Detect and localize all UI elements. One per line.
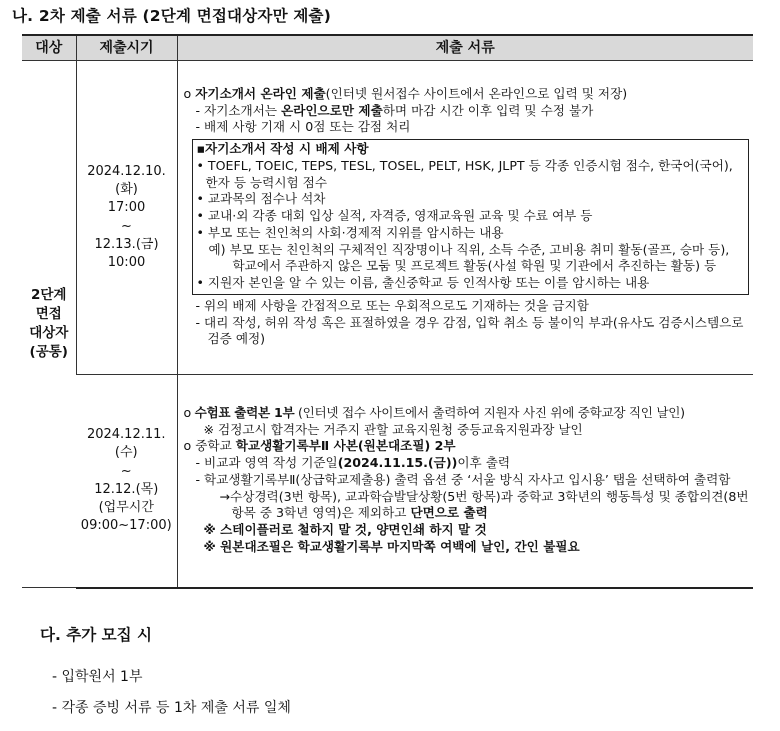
submission-table — [22, 34, 753, 589]
table-row — [22, 61, 753, 375]
header-documents: 제출 서류 — [177, 35, 753, 61]
admission-ticket-item: ο 수험표 출력본 1부 (인터넷 접수 사이트에서 출력하여 지원자 사진 위에 중학교장 직인 날인) — [183, 404, 685, 420]
target-line: 2단계 — [31, 287, 67, 304]
record-print-option-note: - 학교생활기록부Ⅱ(상급학교제출용) 출력 옵션 중 ‘서울 방식 자사고 입시용’ 탭을 선택하여 출력함 — [195, 471, 731, 487]
seal-warning: ※ 원본대조필은 학교생활기록부 마지막쪽 여백에 날인, 간인 불필요 — [203, 538, 580, 554]
ged-note: ※ 검정고시 합격자는 거주지 관할 교육지원청 중등교육지원과장 날인 — [203, 421, 583, 437]
note-plagiarism: - 대리 작성, 허위 작성 혹은 표절하였을 경우 감점, 입학 취소 등 불이익 부과(유사도 검증시스템으로 검증 예정) — [195, 314, 744, 347]
table-header-row — [22, 35, 753, 61]
documents-cell-2 — [177, 375, 753, 588]
period-line: 2024.12.11.(수) — [86, 427, 166, 461]
exclusion-title: ▪자기소개서 작성 시 배제 사항 — [196, 141, 369, 157]
header-period: 제출시기 — [76, 35, 177, 61]
exclusion-box — [192, 139, 750, 295]
period-line: 12.12.(목) — [94, 481, 159, 497]
period-line: 09:00~17:00) — [80, 518, 172, 534]
period-cell-1 — [76, 61, 177, 375]
target-line: 면접 — [35, 306, 62, 323]
school-record-item: ο 중학교 학교생활기록부Ⅱ 사본(원본대조필) 2부 — [183, 438, 456, 454]
period-line: (업무시간 — [98, 499, 154, 515]
period-cell-2 — [76, 375, 177, 588]
list-item: • 부모 또는 친인척의 사회·경제적 지위를 암시하는 내용 — [196, 224, 504, 240]
self-intro-desc: (인터넷 원서접수 사이트에서 온라인으로 입력 및 저장) — [325, 85, 628, 101]
period-line: 10:00 — [107, 254, 146, 270]
note-indirect: - 위의 배제 사항을 간접적으로 또는 우회적으로도 기재하는 것을 금지함 — [195, 297, 589, 313]
note-penalty: - 배제 사항 기재 시 0점 또는 감점 처리 — [195, 119, 411, 135]
circle-marker: ο — [183, 438, 192, 454]
section-title-na: 나. 2차 제출 서류 (2단계 면접대상자만 제출) — [12, 7, 331, 25]
period-line: 17:00 — [107, 200, 146, 216]
section-title-da: 다. 추가 모집 시 — [40, 626, 152, 644]
record-exclusion-note: →수상경력(3번 항목), 교과학습발달상황(5번 항목)과 중학교 3학년의 행동특성 및 종합의견(8번 항목 중 3학년 영역)은 제외하고 단면으로 출력 — [219, 488, 749, 521]
period-line: ~ — [120, 463, 132, 479]
list-item: • 교내·외 각종 대회 입상 실적, 자격증, 영재교육원 교육 및 수료 여부 등 — [196, 208, 593, 224]
list-item: • 교과목의 점수나 석차 — [196, 191, 326, 207]
circle-marker: ο — [183, 404, 191, 420]
target-line: 대상자 — [29, 325, 69, 341]
period-line: 12.13.(금) — [94, 236, 159, 252]
self-intro-title: 자기소개서 온라인 제출 — [195, 85, 326, 101]
note-online-only: - 자기소개서는 온라인으로만 제출하며 마감 시간 이후 입력 및 수정 불가 — [195, 102, 594, 118]
header-target: 대상 — [22, 35, 76, 61]
list-item: • 지원자 본인을 알 수 있는 이름, 출신중학교 등 인적사항 또는 이를 암시하는 내용 — [196, 275, 650, 291]
list-item: - 각종 증빙 서류 등 1차 제출 서류 일체 — [52, 700, 291, 716]
self-intro-item — [184, 86, 750, 103]
period-line: 2024.12.10.(화) — [87, 163, 166, 198]
target-line: (공통) — [29, 343, 68, 360]
staple-warning: ※ 스테이플러로 철하지 말 것, 양면인쇄 하지 말 것 — [203, 522, 487, 538]
period-line: ~ — [121, 218, 132, 234]
list-item: • TOEFL, TOEIC, TEPS, TESL, TOSEL, PELT, HSK, JLPT 등 각종 인증시험 점수, 한국어(국어), 한자 등 능력시험 점수 — [196, 157, 733, 190]
target-cell — [22, 61, 76, 588]
list-item: - 입학원서 1부 — [52, 669, 143, 685]
circle-marker: ο — [183, 85, 192, 101]
table-row — [22, 375, 753, 588]
documents-cell-1 — [177, 61, 753, 375]
list-item-example: 예) 부모 또는 친인척의 구체적인 직장명이나 직위, 소득 수준, 고비용 취미 활동(골프, 승마 등), 학교에서 주관하지 않은 모둠 및 프로젝트 활동(사설 학원 및 기관에서 추진하는 활동) 등 — [208, 241, 730, 274]
record-date-note: - 비교과 영역 작성 기준일(2024.11.15.(금))이후 출력 — [195, 455, 511, 471]
